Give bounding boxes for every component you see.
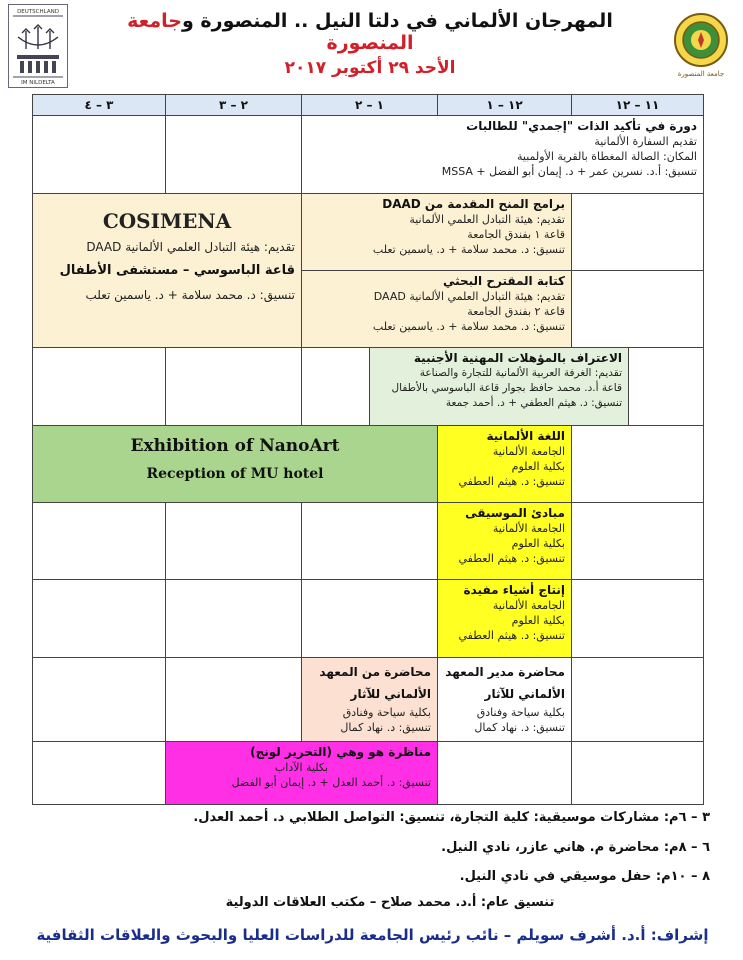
- empty-cell: [32, 657, 166, 742]
- title-festival: المهرجان الألماني في دلتا النيل .. المنصورة و: [181, 10, 613, 32]
- event-line: تنسيق: د. هيثم العطفي: [458, 629, 565, 642]
- event-foreign-qualifications: [369, 347, 629, 426]
- title-university: جامعة المنصورة: [127, 10, 414, 54]
- empty-cell: [301, 347, 370, 426]
- event-line: بكلية العلوم: [511, 537, 565, 550]
- event-german-language: [437, 425, 572, 503]
- event-date: الأحد ٢٩ أكتوبر ٢٠١٧: [284, 58, 456, 78]
- event-title: الاعتراف بالمؤهلات المهنية الأجنبية: [413, 351, 622, 365]
- event-line: تقديم: هيئة التبادل العلمي الألمانية DAAD: [373, 290, 565, 303]
- empty-cell: [571, 741, 704, 805]
- empty-cell: [571, 657, 704, 742]
- event-line: بكلية سياحة وفنادق: [476, 706, 565, 719]
- empty-cell: [165, 657, 302, 742]
- column-header-2-3: ٢ – ٣: [165, 94, 302, 116]
- evening-schedule-line: ٨ – ١٠م: حفل موسيقي في نادي النيل.: [459, 869, 710, 884]
- page-title: [120, 10, 620, 54]
- event-line: تقديم السفارة الألمانية: [594, 135, 697, 148]
- event-line: تقديم: الغرفة العربية الألمانية للتجارة والصناعة: [419, 367, 622, 379]
- event-line: تنسيق: د. هيثم العطفي: [458, 552, 565, 565]
- event-line: بكلية العلوم: [511, 614, 565, 627]
- empty-cell: [32, 579, 166, 658]
- event-line: بكلية العلوم: [511, 460, 565, 473]
- empty-cell: [571, 502, 704, 580]
- nanoart-title: Exhibition of NanoArt: [130, 436, 340, 456]
- event-music-basics: [437, 502, 572, 580]
- event-title: دورة في تأكيد الذات "إجمدي" للطالبات: [466, 119, 697, 133]
- empty-cell: [571, 193, 704, 271]
- event-line: تنسيق: د. محمد سلامة + د. ياسمين تعلب: [85, 288, 295, 302]
- event-ajmadi-course: [301, 115, 704, 194]
- empty-cell: [165, 502, 302, 580]
- column-header-11-12: ١١ – ١٢: [571, 94, 704, 116]
- event-line: تنسيق: د. محمد سلامة + د. ياسمين تعلب: [372, 320, 565, 333]
- event-cosimena: [32, 193, 302, 348]
- mansoura-university-logo: [668, 10, 734, 80]
- event-title: مناظرة هو وهي (التحرير لونج): [250, 745, 431, 759]
- column-header-1-2: ١ – ٢: [301, 94, 438, 116]
- event-line: تنسيق: د. نهاد كمال: [474, 721, 565, 734]
- event-line: تنسيق: د. هيثم العطفي: [458, 475, 565, 488]
- empty-cell: [571, 425, 704, 503]
- event-archaeology-institute: [301, 657, 438, 742]
- event-line: قاعة أ.د. محمد حافظ بجوار قاعة الباسوسي بالأطفال: [391, 382, 622, 394]
- empty-cell: [571, 270, 704, 348]
- empty-cell: [301, 579, 438, 658]
- event-he-she-debate: [165, 741, 438, 805]
- event-nanoart-exhibition: [32, 425, 438, 503]
- event-line: تنسيق: د. هيثم العطفي + د. أحمد جمعة: [445, 397, 622, 409]
- event-line: قاعة ١ بفندق الجامعة: [467, 228, 565, 241]
- logo-bottom-text: IM NILDELTA: [21, 80, 55, 86]
- event-title: محاضرة مدير المعهد الألماني للآثار: [445, 665, 565, 701]
- supervision-line: إشراف: أ.د. أشرف سويلم – نائب رئيس الجامعة للدراسات العليا والبحوث والعلاقات الثقافية: [36, 926, 709, 944]
- logo-name-text: جامعة المنصورة: [677, 70, 725, 78]
- evening-schedule-line: ٣ – ٦م: مشاركات موسيقية: كلية التجارة، تنسيق: التواصل الطلابي د. أحمد العدل.: [193, 810, 710, 825]
- event-line: بكلية الآداب: [274, 761, 329, 774]
- event-line: الجامعة الألمانية: [492, 445, 565, 458]
- event-archaeology-director: [437, 657, 572, 742]
- empty-cell: [571, 579, 704, 658]
- empty-cell: [32, 347, 166, 426]
- event-line: تنسيق: د. محمد سلامة + د. ياسمين تعلب: [372, 243, 565, 256]
- empty-cell: [32, 115, 166, 194]
- event-line: الجامعة الألمانية: [492, 599, 565, 612]
- event-line: تنسيق: د. أحمد العدل + د. إيمان أبو الفضل: [231, 776, 431, 789]
- event-line: تقديم: هيئة التبادل العلمي الألمانية: [409, 213, 565, 226]
- event-line: قاعة ٢ بفندق الجامعة: [467, 305, 565, 318]
- event-line: تنسيق: د. نهاد كمال: [340, 721, 431, 734]
- column-header-12-1: ١٢ – ١: [437, 94, 572, 116]
- general-coordination: تنسيق عام: أ.د. محمد صلاح – مكتب العلاقات الدولية: [225, 895, 555, 910]
- evening-schedule-line: ٦ – ٨م: محاضرة م. هاني عازر، نادي النيل.: [441, 840, 710, 855]
- event-title: كتابة المقترح البحثي: [442, 274, 565, 288]
- empty-cell: [628, 347, 704, 426]
- empty-cell: [301, 502, 438, 580]
- event-line: المكان: الصالة المغطاة بالقرية الأولمبية: [517, 150, 697, 163]
- empty-cell: [165, 579, 302, 658]
- event-line: الجامعة الألمانية: [492, 522, 565, 535]
- column-header-3-4: ٣ – ٤: [32, 94, 166, 116]
- empty-cell: [32, 502, 166, 580]
- empty-cell: [32, 741, 166, 805]
- event-title: برامج المنح المقدمة من DAAD: [382, 197, 565, 211]
- empty-cell: [437, 741, 572, 805]
- event-line: قاعة الباسوسي – مستشفى الأطفال: [59, 263, 295, 278]
- event-title: مبادئ الموسيقى: [465, 506, 565, 520]
- event-research-proposal: [301, 270, 572, 348]
- deutschland-im-nildelta-logo: [8, 4, 68, 88]
- event-line: تنسيق: أ.د. نسرين عمر + د. إيمان أبو الفضل + MSSA: [441, 165, 697, 178]
- event-line: بكلية سياحة وفنادق: [342, 706, 431, 719]
- event-daad-grants: [301, 193, 572, 271]
- event-title: COSIMENA: [102, 209, 232, 233]
- empty-cell: [165, 115, 302, 194]
- event-line: تقديم: هيئة التبادل العلمي الألمانية DAAD: [86, 240, 295, 254]
- empty-cell: [165, 347, 302, 426]
- event-title: محاضرة من المعهد الألماني للآثار: [319, 665, 431, 701]
- event-title: إنتاج أشياء مفيدة: [463, 583, 565, 597]
- nanoart-venue: Reception of MU hotel: [146, 466, 324, 482]
- event-title: اللغة الألمانية: [486, 429, 565, 443]
- event-useful-things: [437, 579, 572, 658]
- logo-top-text: DEUTSCHLAND: [17, 9, 59, 15]
